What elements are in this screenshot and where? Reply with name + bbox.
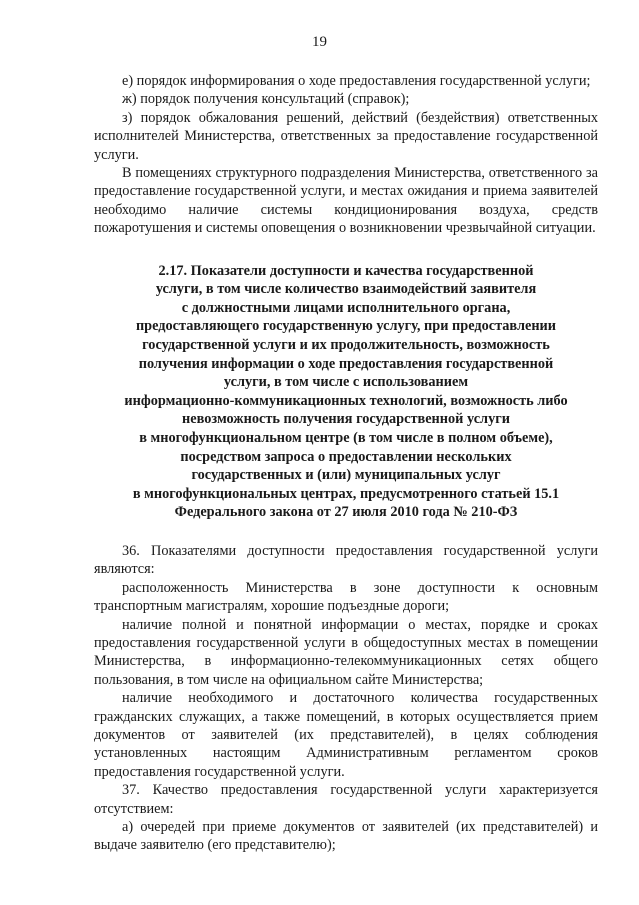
heading-line: Федерального закона от 27 июля 2010 года № 210-ФЗ — [174, 504, 518, 521]
paragraph-zh: ж) порядок получения консультаций (справок); — [122, 91, 410, 108]
paragraph-location: расположенность Министерства в зоне доступности к основным транспортным магистралям, хорошие подъездные дороги; — [94, 579, 598, 615]
paragraph-a: а) очередей при приеме документов от заявителей (их представителей) и выдаче заявителю (его представителю); — [94, 819, 598, 854]
heading-line: предоставляющего государственную услугу, при предоставлении — [135, 318, 557, 335]
heading-line: государственной услуги и их продолжительность, возможность — [142, 337, 550, 354]
heading-line: 2.17. Показатели доступности и качества государственной — [158, 262, 534, 279]
heading-line: информационно-коммуникационных технологий, возможность либо — [124, 392, 568, 409]
paragraph-e: е) порядок информирования о ходе предоставления государственной услуги; — [122, 73, 591, 89]
page-number: 19 — [312, 34, 327, 50]
heading-line: государственных и (или) муниципальных услуг — [191, 467, 501, 484]
paragraph-information: наличие полной и понятной информации о местах, порядке и сроках предоставления государственной услуги в общедоступных местах в помещении Министерства, в информационно-телекоммуникационных сетях общего пользования, в том числе на официальном сайте Министерства; — [94, 616, 598, 688]
heading-line: невозможность получения государственной услуги — [182, 411, 510, 428]
heading-line: услуги, в том числе количество взаимодействий заявителя — [155, 281, 537, 298]
heading-line: посредством запроса о предоставлении нескольких — [180, 448, 512, 465]
heading-line: с должностными лицами исполнительного органа, — [181, 299, 511, 316]
heading-line: услуги, в том числе с использованием — [223, 374, 469, 391]
section-heading — [94, 262, 598, 522]
heading-line: получения информации о ходе предоставления государственной — [138, 355, 554, 372]
paragraph-staff: наличие необходимого и достаточного количества государственных гражданских служащих, а также помещений, в которых осуществляется прием документов от заявителей (их представителей), в целях соблюдения установленных настоящим Административным регламентом сроков предоставления государственной услуги. — [94, 690, 598, 780]
paragraph-premises: В помещениях структурного подразделения Министерства, ответственного за предоставление государственной услуги, и местах ожидания и приема заявителей необходимо наличие системы кондиционирования воздуха, средств пожаротушения и системы оповещения о возникновении чрезвычайной ситуации. — [94, 165, 598, 237]
page-body — [94, 72, 598, 855]
paragraph-z: з) порядок обжалования решений, действий (бездействия) ответственных исполнителей Министерства, ответственных за предоставление государственной услуги. — [94, 109, 598, 163]
paragraph-36: 36. Показателями доступности предоставления государственной услуги являются: — [94, 542, 598, 578]
heading-line: в многофункциональном центре (в том числе в полном объеме), — [139, 430, 553, 446]
paragraph-37: 37. Качество предоставления государственной услуги характеризуется отсутствием: — [94, 782, 598, 817]
heading-line: в многофункциональных центрах, предусмотренного статьей 15.1 — [132, 485, 560, 502]
spacer — [94, 522, 598, 542]
spacer — [94, 238, 598, 262]
